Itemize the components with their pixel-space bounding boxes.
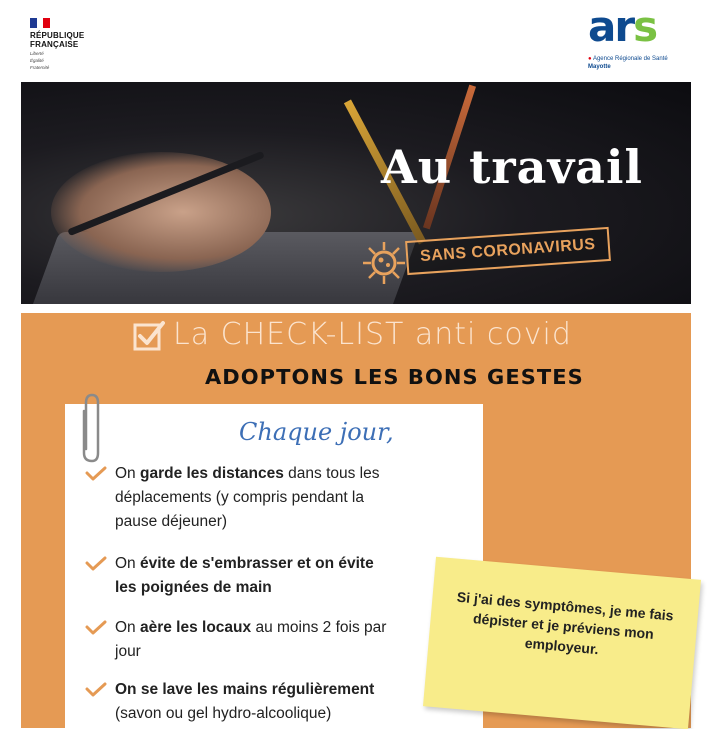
motto-fraternite: Fraternité <box>30 65 50 70</box>
item-text-pre: On <box>115 555 140 572</box>
checklist-card <box>65 404 483 728</box>
item-text-post: au moins 2 fois par jour <box>115 619 387 660</box>
ars-wordmark <box>588 2 656 51</box>
check-icon <box>85 556 107 572</box>
ars-agency-name-text: Agence Régionale de Santé <box>592 56 668 62</box>
paperclip-icon <box>79 391 105 465</box>
french-flag-icon <box>30 18 50 28</box>
republique-label: RÉPUBLIQUE <box>30 31 85 40</box>
item-text-pre: On <box>115 619 140 636</box>
list-item-text <box>115 462 395 534</box>
card-heading: Chaque jour, <box>239 418 394 446</box>
republique-francaise-logo <box>30 18 100 70</box>
list-item-text <box>115 678 395 726</box>
check-icon <box>85 620 107 636</box>
item-text-post: (savon ou gel hydro-alcoolique) <box>115 705 332 722</box>
item-text-bold: On se lave les mains régulièrement <box>115 681 375 698</box>
item-text-bold: évite de s'embrasser et on évite les poignées de main <box>115 555 374 596</box>
item-text-bold: garde les distances <box>139 465 284 482</box>
list-item-text <box>115 616 395 664</box>
banner-title: Au travail <box>381 140 643 194</box>
virus-icon <box>361 240 407 286</box>
ars-agency-name: ● Agence Régionale de Santé <box>588 56 668 62</box>
ars-region: Mayotte <box>588 64 611 70</box>
motto-liberte: Liberté <box>30 51 44 56</box>
ars-letter-r: r <box>614 2 634 51</box>
symptoms-note-text: Si j'ai des symptômes, je me fais dépister et je préviens mon employeur. <box>456 588 675 658</box>
list-item-text <box>115 552 395 600</box>
francaise-label: FRANÇAISE <box>30 40 79 49</box>
item-text-post: dans tous les déplacements (y compris pendant la pause déjeuner) <box>115 465 380 530</box>
checklist-subtitle: ADOPTONS LES BONS GESTES <box>205 365 584 389</box>
motto-egalite: Égalité <box>30 58 44 63</box>
hand-illustration <box>51 152 271 272</box>
item-text-bold: aère les locaux <box>139 619 252 636</box>
sans-coronavirus-badge: SANS CORONAVIRUS <box>405 227 611 275</box>
check-icon <box>85 466 107 482</box>
ars-letter-s: s <box>633 2 657 51</box>
checkbox-checked-icon <box>133 319 165 351</box>
ars-logo <box>588 2 698 78</box>
checklist-title: La CHECK-LIST anti covid <box>173 317 572 352</box>
item-text-pre: On <box>115 465 140 482</box>
banner-photo <box>21 82 691 304</box>
sticky-note <box>423 557 701 729</box>
check-icon <box>85 682 107 698</box>
ars-letter-a: a <box>588 2 615 51</box>
checklist-section <box>21 313 691 728</box>
